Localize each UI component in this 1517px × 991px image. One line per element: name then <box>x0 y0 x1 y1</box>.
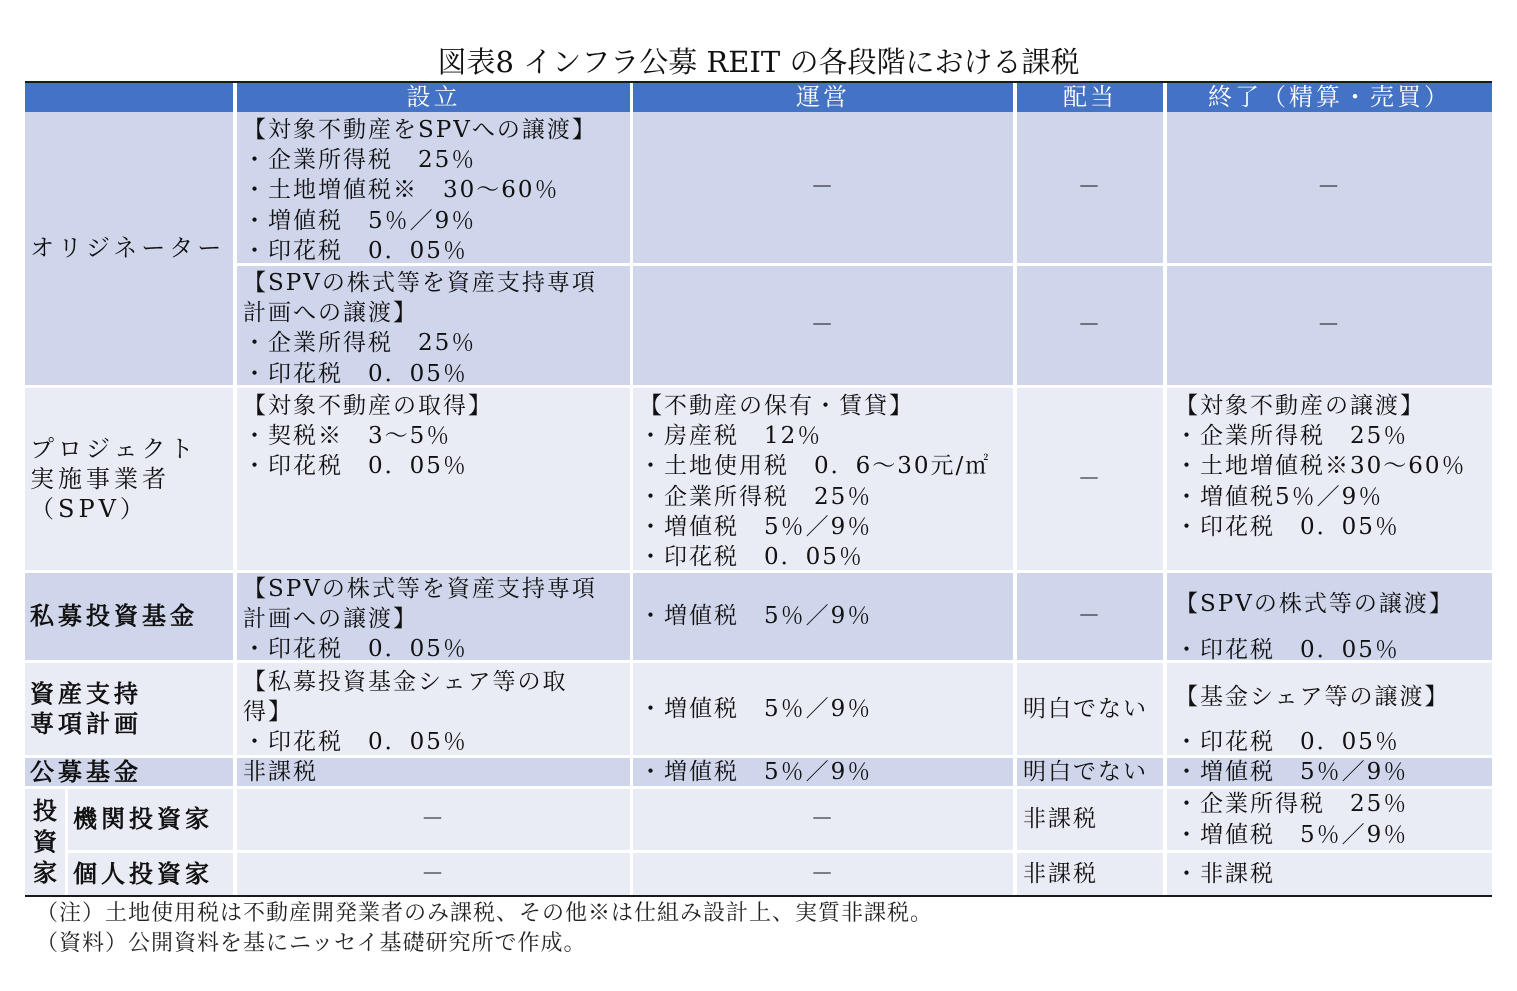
header-dividend-cell <box>1017 83 1163 112</box>
header-setup: 設立 <box>406 83 461 111</box>
investors-label-cell <box>25 789 65 895</box>
private-fund-exit-cell <box>1167 573 1492 664</box>
spv-exit-cell <box>1167 388 1492 570</box>
table-bottom-rule <box>25 895 1492 897</box>
cell-line: ・企業所得税 25％ <box>639 483 873 510</box>
spv-dividend-cell <box>1017 388 1163 570</box>
cell-line: 非課税 <box>243 758 318 785</box>
abs-plan-dividend-cell <box>1017 663 1163 755</box>
originator-share-operation-cell <box>633 266 1013 385</box>
abs-plan-setup-cell <box>237 663 630 755</box>
header-dividend: 配当 <box>1063 83 1117 111</box>
figure-title: 図表8 インフラ公募 REIT の各段階における課税 <box>437 45 1080 79</box>
cell-line: ・印花税 0．05％ <box>1175 637 1400 664</box>
cell-line: 明白でない <box>1023 758 1148 785</box>
cell-line: ・増値税 5％／9％ <box>639 758 873 785</box>
cell-line: 【対象不動産をSPVへの譲渡】 <box>243 117 597 143</box>
cell-line: ・企業所得税 25％ <box>1175 791 1409 818</box>
header-setup-cell <box>237 83 630 112</box>
cell-line: ・印花税 0．05％ <box>243 636 468 663</box>
cell-line: 非課税 <box>1023 860 1098 887</box>
cell-line: ・印花税 0．05％ <box>1175 513 1400 540</box>
individual-setup-cell <box>237 853 630 895</box>
private-fund-setup-cell <box>237 573 630 663</box>
dash-mark: － <box>1077 174 1103 201</box>
cell-line: ・印花税 0．05％ <box>243 453 468 480</box>
dash-mark: － <box>1317 312 1342 339</box>
cell-line: 【SPVの株式等を資産支持専項 <box>243 270 597 296</box>
row-label: 私募投資基金 <box>30 602 198 631</box>
spv-label-cell <box>25 388 233 570</box>
dash-mark: － <box>1317 174 1342 201</box>
cell-line: ・増値税 5％／9％ <box>639 695 873 722</box>
dash-mark: － <box>1077 312 1103 339</box>
originator-share-setup-cell <box>237 266 630 385</box>
originator-asset-setup-cell <box>237 112 630 263</box>
cell-line: ・土地増値税※30～60％ <box>1175 453 1467 480</box>
row-label: （SPV） <box>30 495 148 524</box>
cell-line: 【基金シェア等の譲渡】 <box>1175 684 1450 710</box>
cell-line: 【不動産の保有・賃貸】 <box>639 393 914 419</box>
cell-line: ・増値税 5％／9％ <box>1175 758 1409 785</box>
cell-line: ・印花税 0．05％ <box>243 360 468 387</box>
dash-mark: － <box>810 806 836 833</box>
cell-line: ・企業所得税 25％ <box>243 147 477 174</box>
institutional-exit-cell <box>1167 789 1492 850</box>
row-label: 投資家 <box>33 796 57 887</box>
row-label: 機関投資家 <box>73 805 213 834</box>
cell-line: ・非課税 <box>1175 860 1275 887</box>
institutional-setup-cell <box>237 789 630 850</box>
cell-line: 非課税 <box>1023 806 1098 833</box>
cell-line: 計画への譲渡】 <box>243 606 418 633</box>
cell-line: ・房産税 12％ <box>639 423 823 450</box>
originator-asset-operation-cell <box>633 112 1013 263</box>
cell-line: ・印花税 0．05％ <box>1175 729 1400 756</box>
header-operation-cell <box>633 83 1013 112</box>
dash-mark: － <box>421 860 446 887</box>
dash-mark: － <box>810 312 836 339</box>
private-fund-dividend-cell <box>1017 573 1163 660</box>
cell-line: ・企業所得税 25％ <box>243 330 477 357</box>
header-exit-cell <box>1167 83 1492 112</box>
private-fund-label-cell <box>25 573 233 660</box>
row-label: 専項計画 <box>30 710 142 738</box>
originator-asset-exit-cell <box>1167 112 1492 263</box>
row-label: 資産支持 <box>30 679 142 708</box>
cell-line: 得】 <box>243 699 293 726</box>
cell-line: ・増値税5％／9％ <box>1175 483 1384 510</box>
cell-line: ・印花税 0．05％ <box>639 544 864 571</box>
originator-label-cell <box>25 112 233 385</box>
cell-line: ・印花税 0．05％ <box>243 237 468 264</box>
institutional-dividend-cell <box>1017 789 1163 850</box>
cell-line: ・土地使用税 0．6～30元/㎡ <box>639 453 991 480</box>
institutional-label-cell <box>68 789 233 850</box>
abs-plan-label-cell <box>25 663 233 755</box>
public-fund-operation-cell <box>633 758 1013 786</box>
cell-line: 【SPVの株式等を資産支持専項 <box>243 576 597 602</box>
individual-exit-cell <box>1167 853 1492 895</box>
abs-plan-exit-cell <box>1167 663 1492 755</box>
dash-mark: － <box>1077 603 1103 630</box>
originator-share-dividend-cell <box>1017 266 1163 385</box>
cell-line: 【対象不動産の取得】 <box>243 393 493 419</box>
row-label: 実施事業者 <box>30 464 170 493</box>
cell-line: ・増値税 5％／9％ <box>243 207 477 234</box>
public-fund-label-cell <box>25 758 233 786</box>
header-operation: 運営 <box>796 83 850 111</box>
abs-plan-operation-cell <box>633 663 1013 755</box>
spv-operation-cell <box>633 388 1013 570</box>
cell-line: ・企業所得税 25％ <box>1175 423 1409 450</box>
public-fund-setup-cell <box>237 758 630 786</box>
dash-mark: － <box>421 806 446 833</box>
public-fund-dividend-cell <box>1017 758 1163 786</box>
cell-line: ・契税※ 3～5％ <box>243 423 452 450</box>
individual-operation-cell <box>633 853 1013 895</box>
row-label: プロジェクト <box>30 434 198 463</box>
cell-line: ・土地増値税※ 30～60％ <box>243 177 560 204</box>
originator-share-exit-cell <box>1167 266 1492 385</box>
cell-line: ・増値税 5％／9％ <box>1175 821 1409 848</box>
cell-line: 【SPVの株式等の譲渡】 <box>1175 591 1454 617</box>
cell-line: 計画への譲渡】 <box>243 300 418 327</box>
cell-line: 明白でない <box>1023 695 1148 722</box>
row-label: オリジネーター <box>30 234 226 263</box>
institutional-operation-cell <box>633 789 1013 850</box>
source-note: （資料）公開資料を基にニッセイ基礎研究所で作成。 <box>36 931 587 956</box>
individual-dividend-cell <box>1017 853 1163 895</box>
header-exit: 終了（精算・売買） <box>1208 83 1451 111</box>
cell-line: ・増値税 5％／9％ <box>639 603 873 630</box>
originator-asset-dividend-cell <box>1017 112 1163 263</box>
private-fund-operation-cell <box>633 573 1013 660</box>
row-label: 公募基金 <box>30 757 142 786</box>
cell-line: ・増値税 5％／9％ <box>639 513 873 540</box>
dash-mark: － <box>1077 465 1103 492</box>
dash-mark: － <box>810 174 836 201</box>
public-fund-exit-cell <box>1167 758 1492 786</box>
footnote: （注）土地使用税は不動産開発業者のみ課税、その他※は仕組み設計上、実質非課税。 <box>36 901 934 926</box>
cell-line: ・印花税 0．05％ <box>243 729 468 756</box>
cell-line: 【私募投資基金シェア等の取 <box>243 669 568 695</box>
row-label: 個人投資家 <box>73 859 213 888</box>
spv-setup-cell <box>237 388 630 570</box>
dash-mark: － <box>810 860 836 887</box>
header-blank-cell <box>25 83 233 112</box>
individual-label-cell <box>68 853 233 895</box>
cell-line: 【対象不動産の譲渡】 <box>1175 393 1425 419</box>
